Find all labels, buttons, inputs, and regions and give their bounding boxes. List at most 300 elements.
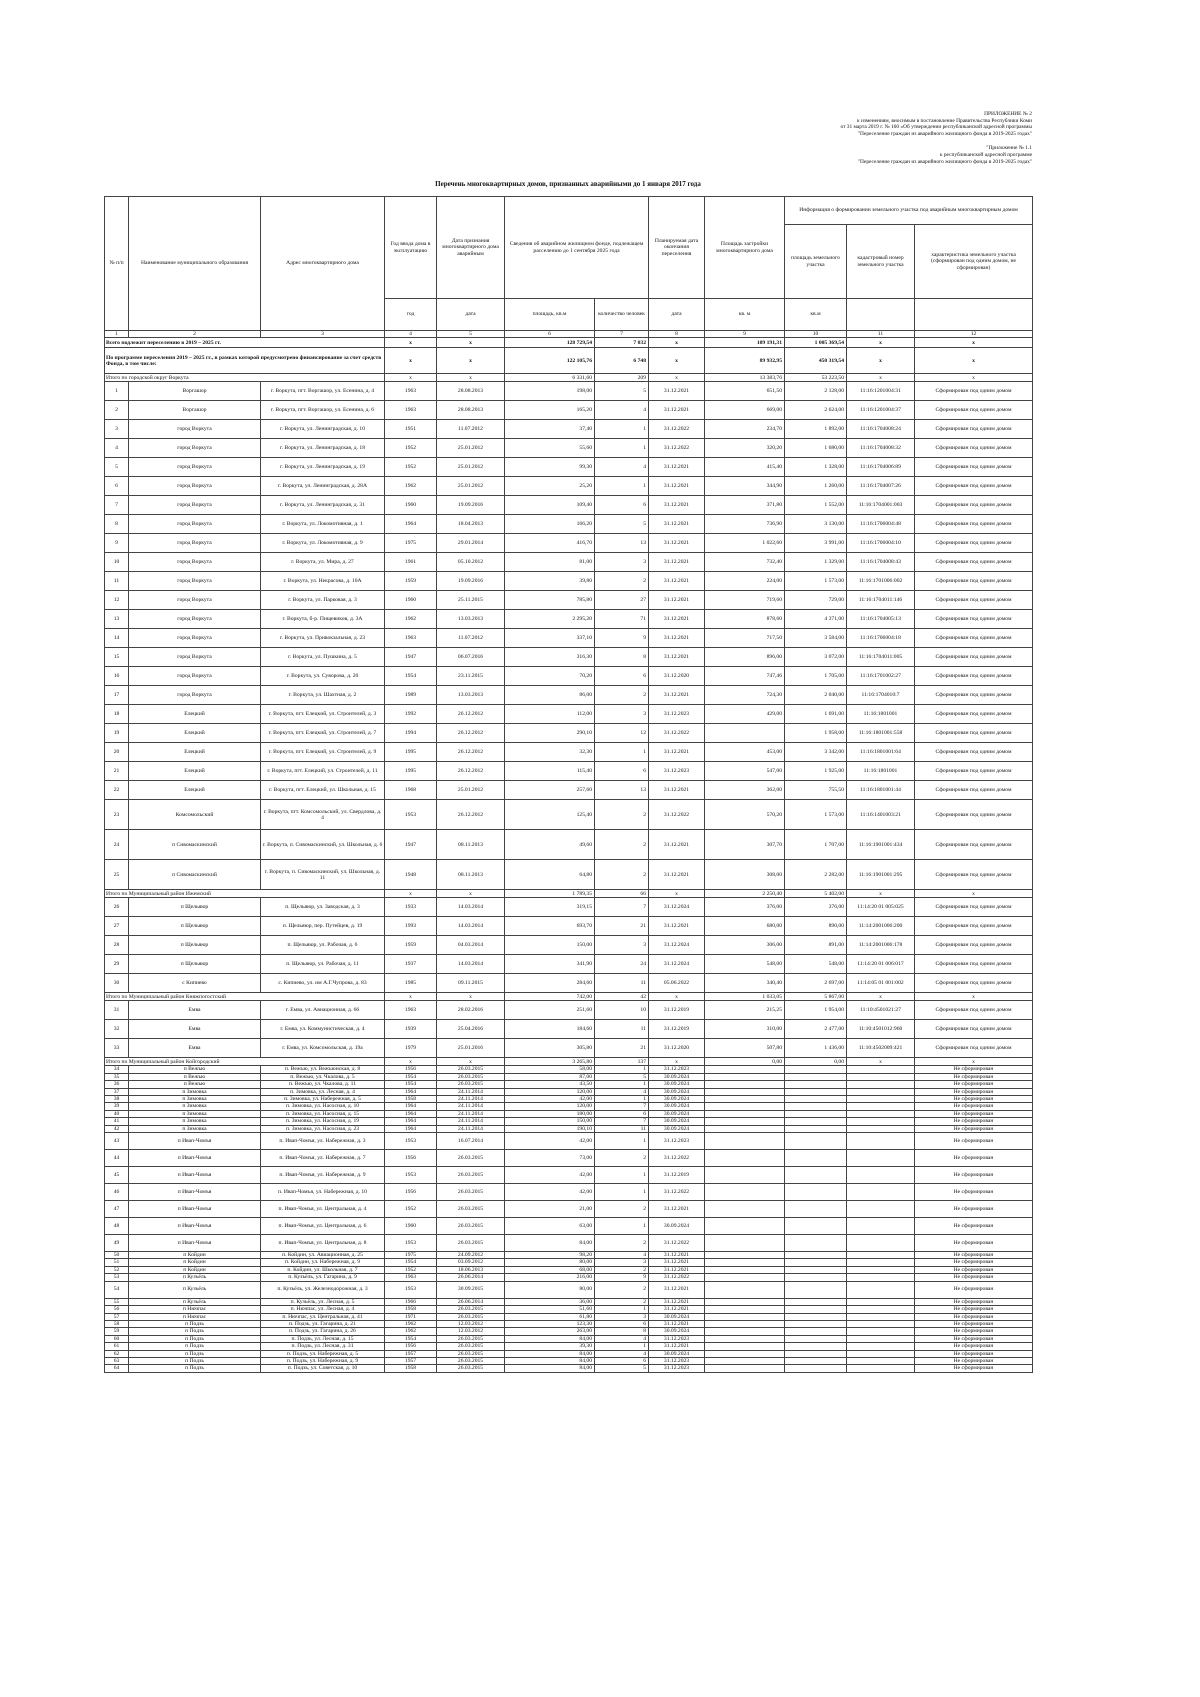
unit-header: площадь, кв.м xyxy=(505,299,595,331)
area: 337,10 xyxy=(505,629,595,648)
area: 165,20 xyxy=(505,401,595,420)
table-row xyxy=(105,1081,1033,1088)
address: г. Воркута, б-р. Пищевиков, д. 3А xyxy=(261,610,385,629)
year-built: 1959 xyxy=(385,936,437,955)
table-row xyxy=(105,1184,1033,1201)
building-area xyxy=(705,1125,785,1132)
total-cell: 209 xyxy=(595,374,649,382)
row-label: Итого по Муниципальный район Ижемский xyxy=(105,890,385,898)
cadastral-number xyxy=(847,1357,915,1364)
area: 150,00 xyxy=(505,1118,595,1125)
area: 42,00 xyxy=(505,1096,595,1103)
municipality: п Нючпас xyxy=(129,1306,261,1313)
building-area xyxy=(705,1150,785,1167)
date-declared: 12.03.2012 xyxy=(437,1328,505,1335)
residents: 13 xyxy=(595,781,649,800)
municipality: п Койдин xyxy=(129,1252,261,1259)
total-cell: х xyxy=(847,338,915,348)
building-area xyxy=(705,1252,785,1259)
address: п. Подзь, ул. Гагарина, д. 26 xyxy=(261,1328,385,1335)
residents: 1 xyxy=(595,1343,649,1350)
area: 51,60 xyxy=(505,1306,595,1313)
unit-header: дата xyxy=(649,299,705,331)
cadastral-number: 11:16:1704001:003 xyxy=(847,496,915,515)
row-number: 61 xyxy=(105,1343,129,1350)
table-row xyxy=(105,1133,1033,1150)
header-line: к изменениям, вносимым в постановление Правительства Республики Коми xyxy=(856,117,1032,124)
address: п. Зимовка, ул. Насосная, д. 23 xyxy=(261,1125,385,1132)
residents: 71 xyxy=(595,610,649,629)
year-built: 1992 xyxy=(385,705,437,724)
cadastral-number xyxy=(847,1335,915,1342)
date-declared: 26.06.2014 xyxy=(437,1298,505,1305)
row-number: 18 xyxy=(105,705,129,724)
residents: 8 xyxy=(595,1328,649,1335)
year-built: 1957 xyxy=(385,1357,437,1364)
land-area xyxy=(785,1298,847,1305)
planned-date: 31.12.2022 xyxy=(649,724,705,743)
year-built: 1994 xyxy=(385,724,437,743)
municipality: п Подзь xyxy=(129,1328,261,1335)
total-cell: х xyxy=(385,374,437,382)
row-number: 49 xyxy=(105,1235,129,1252)
planned-date: 31.12.2024 xyxy=(649,898,705,917)
area: 693,70 xyxy=(505,917,595,936)
municipality: п Койдин xyxy=(129,1266,261,1273)
date-declared: 08.11.2013 xyxy=(437,860,505,890)
area: 190,10 xyxy=(505,1125,595,1132)
row-number: 19 xyxy=(105,724,129,743)
row-number: 27 xyxy=(105,917,129,936)
date-declared: 26.03.2015 xyxy=(437,1365,505,1372)
land-status: Сформирован под одним домом xyxy=(915,591,1033,610)
planned-date: 31.12.2024 xyxy=(649,936,705,955)
building-area xyxy=(705,1110,785,1117)
land-area: 548,00 xyxy=(785,955,847,974)
table-row xyxy=(105,705,1033,724)
planned-date: 31.12.2021 xyxy=(649,743,705,762)
year-built: 1954 xyxy=(385,667,437,686)
total-cell: х xyxy=(915,993,1033,1001)
row-number: 50 xyxy=(105,1252,129,1259)
total-cell: 6 748 xyxy=(595,348,649,374)
residents: 1 xyxy=(595,1167,649,1184)
land-area xyxy=(785,1313,847,1320)
area: 80,00 xyxy=(505,1281,595,1298)
row-number: 44 xyxy=(105,1150,129,1167)
cadastral-number: 11:16:1201004:37 xyxy=(847,401,915,420)
col-header: № п/п xyxy=(105,197,129,331)
address: п. Зимовка, ул. Насосная, д. 15 xyxy=(261,1110,385,1117)
municipality: Воргашор xyxy=(129,382,261,401)
date-declared: 25.01.2012 xyxy=(437,477,505,496)
address: п. Ивап-Чомъя, ул. Центральная, д. 8 xyxy=(261,1235,385,1252)
cadastral-number: 11:16:1201004:31 xyxy=(847,382,915,401)
area: 42,00 xyxy=(505,1167,595,1184)
land-area xyxy=(785,1073,847,1080)
address: г. Воркута, ул. Локомотивная, д. 1 xyxy=(261,515,385,534)
row-number: 14 xyxy=(105,629,129,648)
building-area xyxy=(705,1184,785,1201)
cadastral-number: 11:16:1706004:18 xyxy=(847,629,915,648)
cadastral-number: 11:10:4501021:27 xyxy=(847,1001,915,1020)
col-header: Адрес многоквартирного дома xyxy=(261,197,385,331)
municipality: п Щельяюр xyxy=(129,955,261,974)
area: 180,00 xyxy=(505,1110,595,1117)
land-area: 1 260,00 xyxy=(785,477,847,496)
total-cell: х xyxy=(649,348,705,374)
building-area: 215,25 xyxy=(705,1001,785,1020)
planned-date: 31.12.2021 xyxy=(649,401,705,420)
residents: 5 xyxy=(595,515,649,534)
date-declared: 25.04.2016 xyxy=(437,1020,505,1039)
row-number: 62 xyxy=(105,1350,129,1357)
cadastral-number: 11:16:1801001:44 xyxy=(847,781,915,800)
planned-date: 30.09.2024 xyxy=(649,1088,705,1095)
municipality: Елецкий xyxy=(129,743,261,762)
total-cell: х xyxy=(649,1058,705,1066)
land-area xyxy=(785,1259,847,1266)
row-number: 28 xyxy=(105,936,129,955)
year-built: 1963 xyxy=(385,1001,437,1020)
total-cell: х xyxy=(437,890,505,898)
area: 257,60 xyxy=(505,781,595,800)
municipality: Елецкий xyxy=(129,762,261,781)
table-row xyxy=(105,1039,1033,1058)
municipality: п Койдин xyxy=(129,1259,261,1266)
building-area: 507,80 xyxy=(705,1039,785,1058)
residents: 4 xyxy=(595,1350,649,1357)
date-declared: 05.10.2012 xyxy=(437,553,505,572)
row-number: 57 xyxy=(105,1313,129,1320)
land-area: 2 477,00 xyxy=(785,1020,847,1039)
area: 109,40 xyxy=(505,496,595,515)
area: 84,00 xyxy=(505,1365,595,1372)
table-row xyxy=(105,1313,1033,1320)
total-cell: х xyxy=(437,374,505,382)
col-header: площадь земельного участка xyxy=(785,225,847,299)
row-number: 59 xyxy=(105,1328,129,1335)
land-area xyxy=(785,1125,847,1132)
residents: 5 xyxy=(595,1073,649,1080)
residents: 21 xyxy=(595,917,649,936)
building-area: 307,70 xyxy=(705,830,785,860)
area: 2 295,20 xyxy=(505,610,595,629)
residents: 2 xyxy=(595,1266,649,1273)
municipality: п Ивап-Чомъя xyxy=(129,1201,261,1218)
land-status: Не сформирован xyxy=(915,1281,1033,1298)
area: 184,60 xyxy=(505,1020,595,1039)
address: г. Воркута, пгт. Елецкий, ул. Строителей, д. 11 xyxy=(261,762,385,781)
land-status: Не сформирован xyxy=(915,1073,1033,1080)
land-status: Не сформирован xyxy=(915,1088,1033,1095)
area: 263,00 xyxy=(505,1328,595,1335)
area: 84,00 xyxy=(505,1235,595,1252)
land-status: Сформирован под одним домом xyxy=(915,781,1033,800)
planned-date: 31.12.2022 xyxy=(649,1184,705,1201)
building-area xyxy=(705,1066,785,1073)
municipality: п Ивап-Чомъя xyxy=(129,1218,261,1235)
building-area: 310,00 xyxy=(705,1020,785,1039)
residents: 2 xyxy=(595,686,649,705)
planned-date: 31.12.2021 xyxy=(649,1281,705,1298)
land-status: Сформирован под одним домом xyxy=(915,610,1033,629)
year-built: 1933 xyxy=(385,898,437,917)
col-header: Информация о формировании земельного участка под аварийным многоквартирным домом xyxy=(785,197,1033,225)
planned-date: 31.12.2021 xyxy=(649,860,705,890)
cadastral-number xyxy=(847,1259,915,1266)
houses-table xyxy=(104,196,1033,1373)
planned-date: 31.12.2022 xyxy=(649,1235,705,1252)
date-declared: 25.01.2012 xyxy=(437,458,505,477)
land-area xyxy=(785,1281,847,1298)
planned-date: 31.12.2021 xyxy=(649,1266,705,1273)
planned-date: 31.12.2021 xyxy=(649,572,705,591)
land-status: Сформирован под одним домом xyxy=(915,420,1033,439)
address: п. Ивап-Чомъя, ул. Набережная, д. 9 xyxy=(261,1167,385,1184)
col-header: характеристика земельного участка (сформирован под одним домом, не сформирован) xyxy=(915,225,1033,299)
residents: 4 xyxy=(595,1088,649,1095)
residents: 2 xyxy=(595,830,649,860)
date-declared: 26.03.2015 xyxy=(437,1150,505,1167)
land-area xyxy=(785,1266,847,1273)
table-row xyxy=(105,1118,1033,1125)
total-cell: х xyxy=(847,993,915,1001)
year-built: 1954 xyxy=(385,1259,437,1266)
planned-date: 31.12.2023 xyxy=(649,1066,705,1073)
address: г. Воркута, ул. Привокзальная, д. 23 xyxy=(261,629,385,648)
building-area: 320,20 xyxy=(705,439,785,458)
date-declared: 03.09.2012 xyxy=(437,1259,505,1266)
cadastral-number: 11:16:1704005:13 xyxy=(847,610,915,629)
planned-date: 30.09.2024 xyxy=(649,1218,705,1235)
residents: 3 xyxy=(595,553,649,572)
document-title: Перечень многоквартирных домов, признанных аварийными до 1 января 2017 года xyxy=(435,180,701,188)
total-cell: х xyxy=(649,374,705,382)
building-area xyxy=(705,1350,785,1357)
year-built: 1963 xyxy=(385,629,437,648)
address: п. Вежъю, ул. Чкалова, д. 5 xyxy=(261,1073,385,1080)
year-built: 1968 xyxy=(385,781,437,800)
residents: 2 xyxy=(595,1150,649,1167)
area: 42,00 xyxy=(505,1184,595,1201)
land-area: 1 552,00 xyxy=(785,496,847,515)
address: г. Воркута, ул. Шахтная, д. 2 xyxy=(261,686,385,705)
year-built: 1952 xyxy=(385,1201,437,1218)
total-cell: 13 383,76 xyxy=(705,374,785,382)
cadastral-number: 11:16:1704011:146 xyxy=(847,591,915,610)
residents: 1 xyxy=(595,439,649,458)
table-row xyxy=(105,1357,1033,1364)
total-cell: х xyxy=(847,890,915,898)
land-status: Сформирован под одним домом xyxy=(915,458,1033,477)
land-status: Сформирован под одним домом xyxy=(915,515,1033,534)
cadastral-number: 11:16:1901001:295 xyxy=(847,860,915,890)
planned-date: 30.09.2024 xyxy=(649,1313,705,1320)
building-area: 362,00 xyxy=(705,781,785,800)
land-area xyxy=(785,1235,847,1252)
row-number: 7 xyxy=(105,496,129,515)
building-area xyxy=(705,1259,785,1266)
land-status: Сформирован под одним домом xyxy=(915,936,1033,955)
municipality: город Воркута xyxy=(129,610,261,629)
total-cell: х xyxy=(915,1058,1033,1066)
municipality: город Воркута xyxy=(129,477,261,496)
address: п. Зимовка, ул. Насосная, д. 10 xyxy=(261,1103,385,1110)
date-declared: 19.09.2016 xyxy=(437,496,505,515)
row-number: 37 xyxy=(105,1088,129,1095)
area: 25,20 xyxy=(505,477,595,496)
area: 73,00 xyxy=(505,1150,595,1167)
land-area: 1 436,00 xyxy=(785,1039,847,1058)
year-built: 1947 xyxy=(385,648,437,667)
municipality: п Вежъю xyxy=(129,1073,261,1080)
residents: 24 xyxy=(595,955,649,974)
year-built: 1953 xyxy=(385,1133,437,1150)
residents: 6 xyxy=(595,496,649,515)
cadastral-number xyxy=(847,1167,915,1184)
date-declared: 25.11.2015 xyxy=(437,591,505,610)
cadastral-number: 11:16:1801001 xyxy=(847,705,915,724)
date-declared: 24.11.2014 xyxy=(437,1125,505,1132)
row-number: 21 xyxy=(105,762,129,781)
residents: 1 xyxy=(595,1133,649,1150)
unit-header: кв. м xyxy=(705,299,785,331)
table-row xyxy=(105,936,1033,955)
planned-date: 30.09.2024 xyxy=(649,1118,705,1125)
total-cell: 89 932,95 xyxy=(705,348,785,374)
planned-date: 31.12.2023 xyxy=(649,1365,705,1372)
total-cell: 53 223,50 xyxy=(785,374,847,382)
residents: 9 xyxy=(595,1274,649,1281)
planned-date: 31.12.2022 xyxy=(649,420,705,439)
building-area xyxy=(705,1073,785,1080)
address: п. Нючпас, ул. Лесная, д. 4 xyxy=(261,1306,385,1313)
land-status: Не сформирован xyxy=(915,1252,1033,1259)
date-declared: 23.11.2015 xyxy=(437,667,505,686)
land-status: Сформирован под одним домом xyxy=(915,534,1033,553)
land-area xyxy=(785,1118,847,1125)
building-area xyxy=(705,1081,785,1088)
address: п. Щельяюр, ул. Рабочая, д. 6 xyxy=(261,936,385,955)
planned-date: 31.12.2021 xyxy=(649,534,705,553)
residents: 7 xyxy=(595,1103,649,1110)
total-cell: х xyxy=(385,1058,437,1066)
area: 84,00 xyxy=(505,1350,595,1357)
total-cell: 0,00 xyxy=(705,1058,785,1066)
land-status: Не сформирован xyxy=(915,1184,1033,1201)
row-number: 22 xyxy=(105,781,129,800)
building-area: 680,00 xyxy=(705,917,785,936)
residents: 1 xyxy=(595,1096,649,1103)
col-header: Наименование муниципального образования xyxy=(129,197,261,331)
year-built: 1954 xyxy=(385,1081,437,1088)
land-area: 1 925,00 xyxy=(785,762,847,781)
address: г. Воркута, ул. Ленинградская, д. 10 xyxy=(261,420,385,439)
land-area: 1 954,00 xyxy=(785,1001,847,1020)
residents: 13 xyxy=(595,534,649,553)
address: п. Ивап-Чомъя, ул. Центральная, д. 6 xyxy=(261,1218,385,1235)
area: 32,30 xyxy=(505,743,595,762)
residents: 11 xyxy=(595,974,649,993)
cadastral-number xyxy=(847,1184,915,1201)
residents: 6 xyxy=(595,667,649,686)
col-number: 4 xyxy=(385,331,437,338)
date-declared: 26.06.2014 xyxy=(437,1274,505,1281)
address: г. Воркута, ул. Пушкина, д. 5 xyxy=(261,648,385,667)
col-number: 10 xyxy=(785,331,847,338)
land-area: 729,00 xyxy=(785,591,847,610)
group-total-row xyxy=(105,374,1033,382)
building-area xyxy=(705,1096,785,1103)
table-row xyxy=(105,1167,1033,1184)
cadastral-number xyxy=(847,1133,915,1150)
residents: 11 xyxy=(595,1125,649,1132)
land-status: Сформирован под одним домом xyxy=(915,496,1033,515)
table-row xyxy=(105,974,1033,993)
land-area: 1 329,00 xyxy=(785,553,847,572)
cadastral-number: 11:16:1801001:558 xyxy=(847,724,915,743)
col-number: 11 xyxy=(847,331,915,338)
building-area: 896,00 xyxy=(705,648,785,667)
cadastral-number xyxy=(847,1281,915,1298)
residents: 9 xyxy=(595,629,649,648)
land-area: 1 680,00 xyxy=(785,439,847,458)
address: п. Вежъю, ул. Вежъюнская, д. 8 xyxy=(261,1066,385,1073)
year-built: 1971 xyxy=(385,1313,437,1320)
municipality: п Зимовка xyxy=(129,1118,261,1125)
area: 785,80 xyxy=(505,591,595,610)
total-cell: 128 729,54 xyxy=(505,338,595,348)
planned-date: 31.12.2021 xyxy=(649,917,705,936)
year-built: 1964 xyxy=(385,1110,437,1117)
residents: 7 xyxy=(595,898,649,917)
land-status: Не сформирован xyxy=(915,1357,1033,1364)
total-cell: 66 xyxy=(595,890,649,898)
municipality: город Воркута xyxy=(129,515,261,534)
building-area: 747,46 xyxy=(705,667,785,686)
table-row xyxy=(105,1073,1033,1080)
area: 216,00 xyxy=(505,1274,595,1281)
area: 341,90 xyxy=(505,955,595,974)
date-declared: 26.12.2012 xyxy=(437,705,505,724)
table-row xyxy=(105,572,1033,591)
municipality: Емва xyxy=(129,1001,261,1020)
residents: 3 xyxy=(595,1259,649,1266)
col-number: 8 xyxy=(649,331,705,338)
land-status: Не сформирован xyxy=(915,1350,1033,1357)
land-status: Не сформирован xyxy=(915,1235,1033,1252)
cadastral-number: 11:16:1701002:27 xyxy=(847,667,915,686)
group-total-row xyxy=(105,1058,1033,1066)
land-status: Не сформирован xyxy=(915,1343,1033,1350)
land-status: Сформирован под одним домом xyxy=(915,705,1033,724)
row-number: 2 xyxy=(105,401,129,420)
area: 150,00 xyxy=(505,936,595,955)
land-area: 3 584,00 xyxy=(785,629,847,648)
row-number: 32 xyxy=(105,1020,129,1039)
building-area: 719,60 xyxy=(705,591,785,610)
building-area: 308,00 xyxy=(705,860,785,890)
year-built: 1960 xyxy=(385,496,437,515)
row-number: 3 xyxy=(105,420,129,439)
land-status: Не сформирован xyxy=(915,1201,1033,1218)
land-status: Сформирован под одним домом xyxy=(915,762,1033,781)
year-built: 1964 xyxy=(385,1118,437,1125)
unit-header: год xyxy=(385,299,437,331)
building-area: 344,90 xyxy=(705,477,785,496)
land-area: 3 130,00 xyxy=(785,515,847,534)
